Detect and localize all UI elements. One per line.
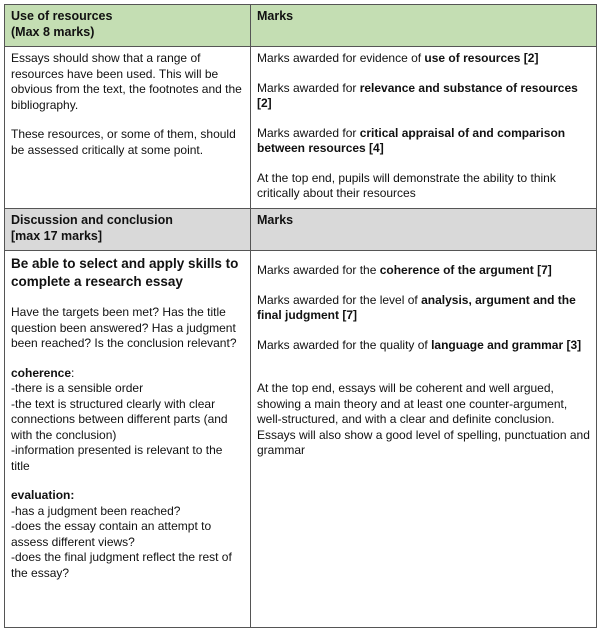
section2-mark-line: Marks awarded for the coherence of the argument [7] — [257, 263, 552, 277]
list-item: -there is a sensible order — [11, 381, 144, 395]
section1-title-cell — [5, 5, 251, 47]
section1-criteria-cell — [5, 47, 251, 209]
list-item: -the text is structured clearly with clear connections between different parts (and with the conclusion) — [11, 396, 228, 442]
section2-mark-line: Marks awarded for the level of analysis, argument and the final judgment [7] — [257, 292, 576, 322]
section1-mark-line: Marks awarded for evidence of use of resources [2] — [257, 51, 539, 65]
section1-criteria-paragraph: These resources, or some of them, should be assessed critically at some point. — [11, 127, 236, 157]
evaluation-label: evaluation: — [11, 488, 75, 502]
section1-mark-line: Marks awarded for relevance and substance of resources [2] — [257, 80, 578, 110]
list-item: -has a judgment been reached? — [11, 503, 181, 518]
section2-title: Discussion and conclusion — [11, 213, 173, 227]
section1-mark-line: Marks awarded for critical appraisal of and comparison between resources [4] — [257, 125, 566, 155]
section2-marks-label: Marks — [257, 213, 294, 227]
section2-heading: Be able to select and apply skills to complete a research essay — [11, 256, 239, 289]
section1-title: Use of resources — [11, 9, 113, 23]
section2-questions: Have the targets been met? Has the title question been answered? Has a judgment been reached? Is the conclusion relevant? — [11, 305, 237, 350]
list-item: -does the final judgment reflect the rest of the essay? — [11, 550, 232, 580]
section1-marks-cell — [251, 47, 597, 209]
list-item: -does the essay contain an attempt to assess different views? — [11, 519, 212, 549]
section1-marks-header — [251, 5, 597, 47]
section1-criteria-paragraph: Essays should show that a range of resources have been used. This will be obvious from the text, the footnotes and the bibliography. — [11, 51, 242, 112]
section2-body-row — [5, 251, 597, 628]
section2-marks-header — [251, 209, 597, 251]
section2-marks-cell — [251, 251, 597, 628]
section2-title-cell — [5, 209, 251, 251]
section2-mark-line: Marks awarded for the quality of language and grammar [3] — [257, 337, 582, 352]
section2-subtitle: [max 17 marks] — [11, 228, 103, 243]
marking-rubric-table — [4, 4, 597, 628]
list-item: -information presented is relevant to the title — [11, 443, 223, 473]
section1-mark-summary: At the top end, pupils will demonstrate the ability to think critically about their resources — [257, 170, 556, 200]
coherence-label: coherence: — [11, 365, 75, 380]
section2-criteria-cell — [5, 251, 251, 628]
section1-subtitle: (Max 8 marks) — [11, 24, 95, 39]
section2-mark-summary: At the top end, essays will be coherent and well argued, showing a main theory and at least one counter-argument, well-structured, and with a clear and definite conclusion. Essays will also show a good level of spelling, punctuation and grammar — [257, 381, 590, 457]
section1-marks-label: Marks — [257, 9, 294, 23]
section1-header-row — [5, 5, 597, 47]
section1-body-row — [5, 47, 597, 209]
section2-header-row — [5, 209, 597, 251]
